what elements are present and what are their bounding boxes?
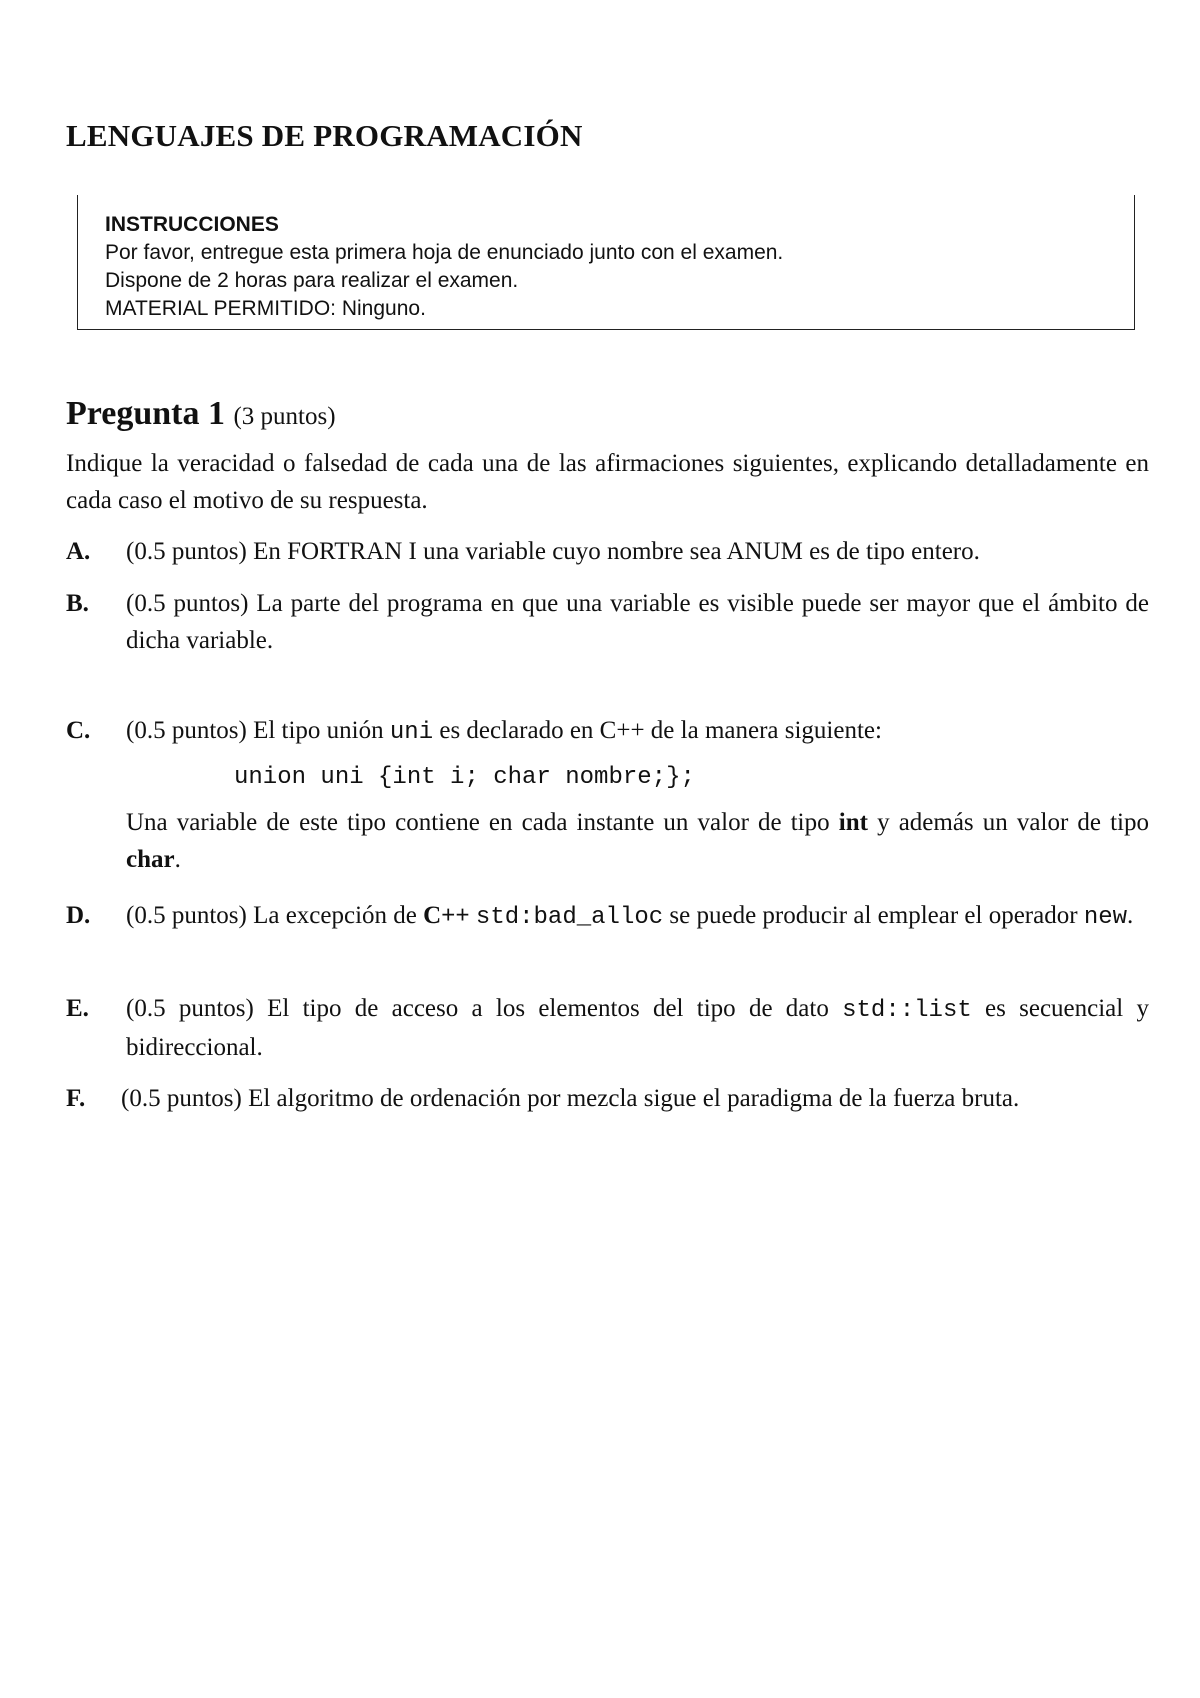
instructions-line: MATERIAL PERMITIDO: Ninguno. [105, 297, 426, 320]
statement-b [66, 585, 1149, 659]
code-inline: new [1083, 904, 1128, 931]
statement-letter: B. [66, 590, 89, 617]
statement-text: Una variable de este tipo contiene en cada instante un valor de tipo int y además un valor de tipo char. [126, 809, 1149, 873]
statement-letter: E. [66, 995, 89, 1022]
statement-text: (0.5 puntos) La excepción de C++ std:bad_alloc se puede producir al emplear el operador new. [126, 902, 1134, 931]
statement-text: (0.5 puntos) El tipo de acceso a los elementos del tipo de dato std::list es secuencial y bidireccional. [126, 995, 1149, 1061]
code-inline: std:bad_alloc [475, 904, 664, 931]
keyword: int [838, 809, 868, 836]
statement-e [66, 990, 1149, 1066]
statement-text: (0.5 puntos) El algoritmo de ordenación por mezcla sigue el paradigma de la fuerza bruta. [121, 1085, 1020, 1112]
code-block: union uni {int i; char nombre;}; [234, 764, 695, 791]
instructions-heading: INSTRUCCIONES [105, 213, 279, 236]
question-points: (3 puntos) [233, 403, 336, 430]
instructions-line: Por favor, entregue esta primera hoja de enunciado junto con el examen. [105, 241, 784, 264]
code-inline: uni [389, 719, 434, 746]
statement-text: (0.5 puntos) La parte del programa en que una variable es visible puede ser mayor que el ámbito de dicha variable. [126, 590, 1149, 654]
statement-letter: A. [66, 538, 91, 565]
code-inline: std::list [842, 997, 972, 1024]
question-intro: Indique la veracidad o falsedad de cada una de las afirmaciones siguientes, explicando detalladamente en cada caso el motivo de su respuesta. [66, 450, 1149, 514]
statement-text: (0.5 puntos) El tipo unión uni es declarado en C++ de la manera siguiente: [126, 717, 882, 746]
statement-a [66, 533, 1149, 570]
keyword: char [126, 846, 175, 873]
question-title [66, 395, 336, 433]
statement-d [66, 897, 1149, 936]
instructions-box [77, 195, 1135, 330]
statement-letter: C. [66, 717, 91, 744]
instructions-line: Dispone de 2 horas para realizar el examen. [105, 269, 519, 292]
page-title: LENGUAJES DE PROGRAMACIÓN [66, 118, 583, 153]
statement-letter: F. [66, 1085, 86, 1112]
question-label: Pregunta 1 [66, 395, 225, 432]
keyword: C++ [423, 902, 470, 929]
statement-letter: D. [66, 902, 91, 929]
statement-c [66, 712, 1149, 878]
statement-f [66, 1080, 1149, 1117]
statement-text: (0.5 puntos) En FORTRAN I una variable cuyo nombre sea ANUM es de tipo entero. [126, 538, 980, 565]
